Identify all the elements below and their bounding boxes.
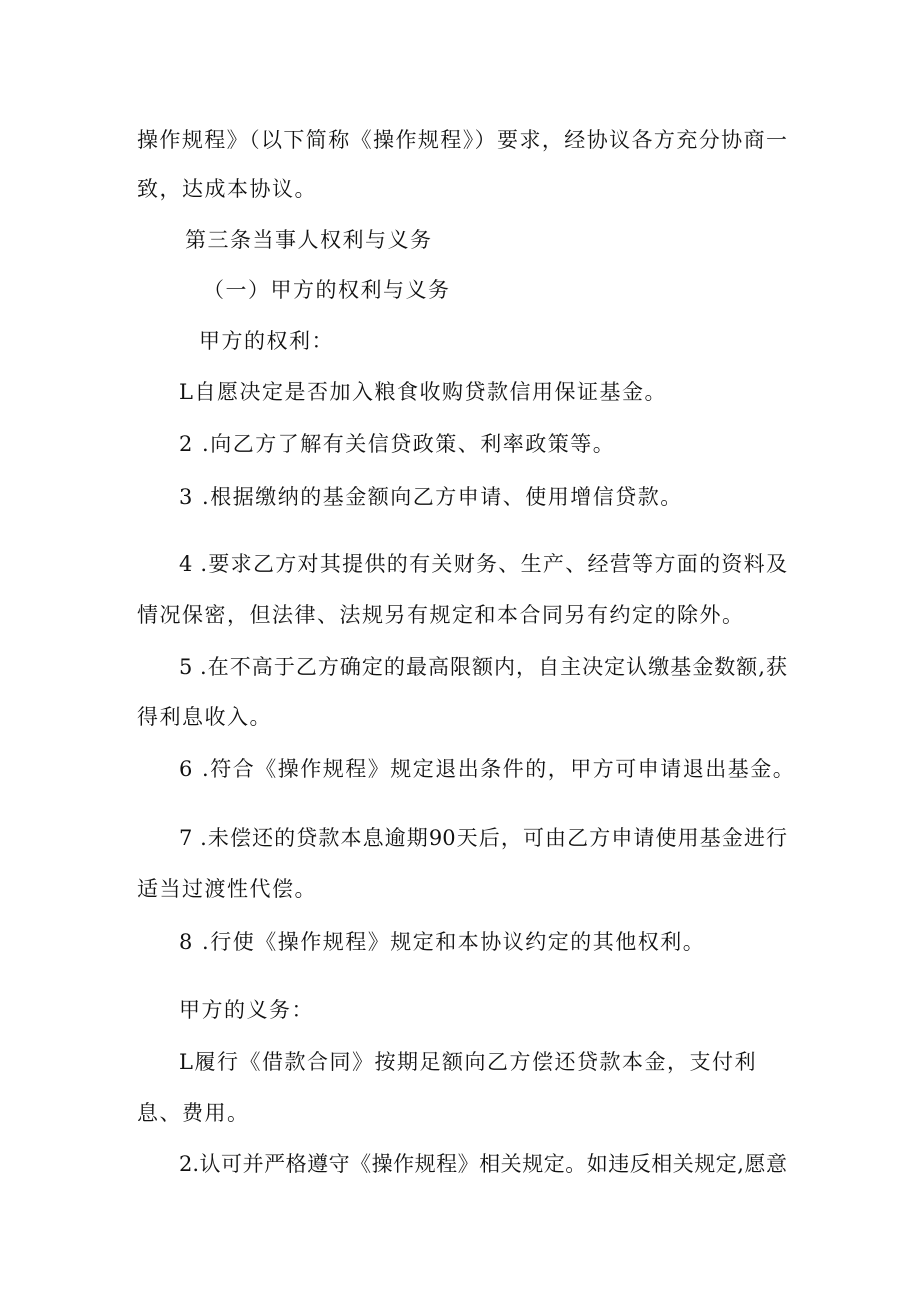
list-item: 4 .要求乙方对其提供的有关财务、生产、经营等方面的资料及 bbox=[179, 552, 787, 576]
text-line: 情况保密，但法律、法规另有规定和本合同另有约定的除外。 bbox=[137, 603, 745, 627]
text-line: 致，达成本协议。 bbox=[137, 177, 317, 201]
paragraph-heading: 甲方的义务： bbox=[179, 998, 314, 1022]
text-line: 息、费用。 bbox=[137, 1101, 250, 1125]
list-item: 2.认可并严格遵守《操作规程》相关规定。如违反相关规定,愿意 bbox=[179, 1152, 787, 1176]
list-item: L自愿决定是否加入粮食收购贷款信用保证基金。 bbox=[179, 380, 667, 404]
list-item: L履行《借款合同》按期足额向乙方偿还贷款本金，支付利 bbox=[179, 1050, 757, 1074]
subsection-heading: （一）甲方的权利与义务 bbox=[203, 278, 451, 302]
list-item: 8 .行使《操作规程》规定和本协议约定的其他权利。 bbox=[179, 930, 706, 954]
text-line: 得利息收入。 bbox=[137, 705, 272, 729]
section-heading: 第三条当事人权利与义务 bbox=[185, 228, 433, 252]
paragraph-heading: 甲方的权利： bbox=[199, 329, 334, 353]
list-item: 3 .根据缴纳的基金额向乙方申请、使用增信贷款。 bbox=[179, 485, 683, 509]
list-item: 6 .符合《操作规程》规定退出条件的，甲方可申请退出基金。 bbox=[179, 757, 796, 781]
list-item: 2 .向乙方了解有关信贷政策、利率政策等。 bbox=[179, 432, 616, 456]
list-item: 7 .未偿还的贷款本息逾期90天后，可由乙方申请使用基金进行 bbox=[179, 826, 787, 850]
text-line: 适当过渡性代偿。 bbox=[137, 877, 317, 901]
text-line: 操作规程》（以下简称《操作规程》）要求，经协议各方充分协商一 bbox=[137, 128, 787, 152]
list-item: 5 .在不高于乙方确定的最高限额内，自主决定认缴基金数额,获 bbox=[179, 655, 787, 679]
